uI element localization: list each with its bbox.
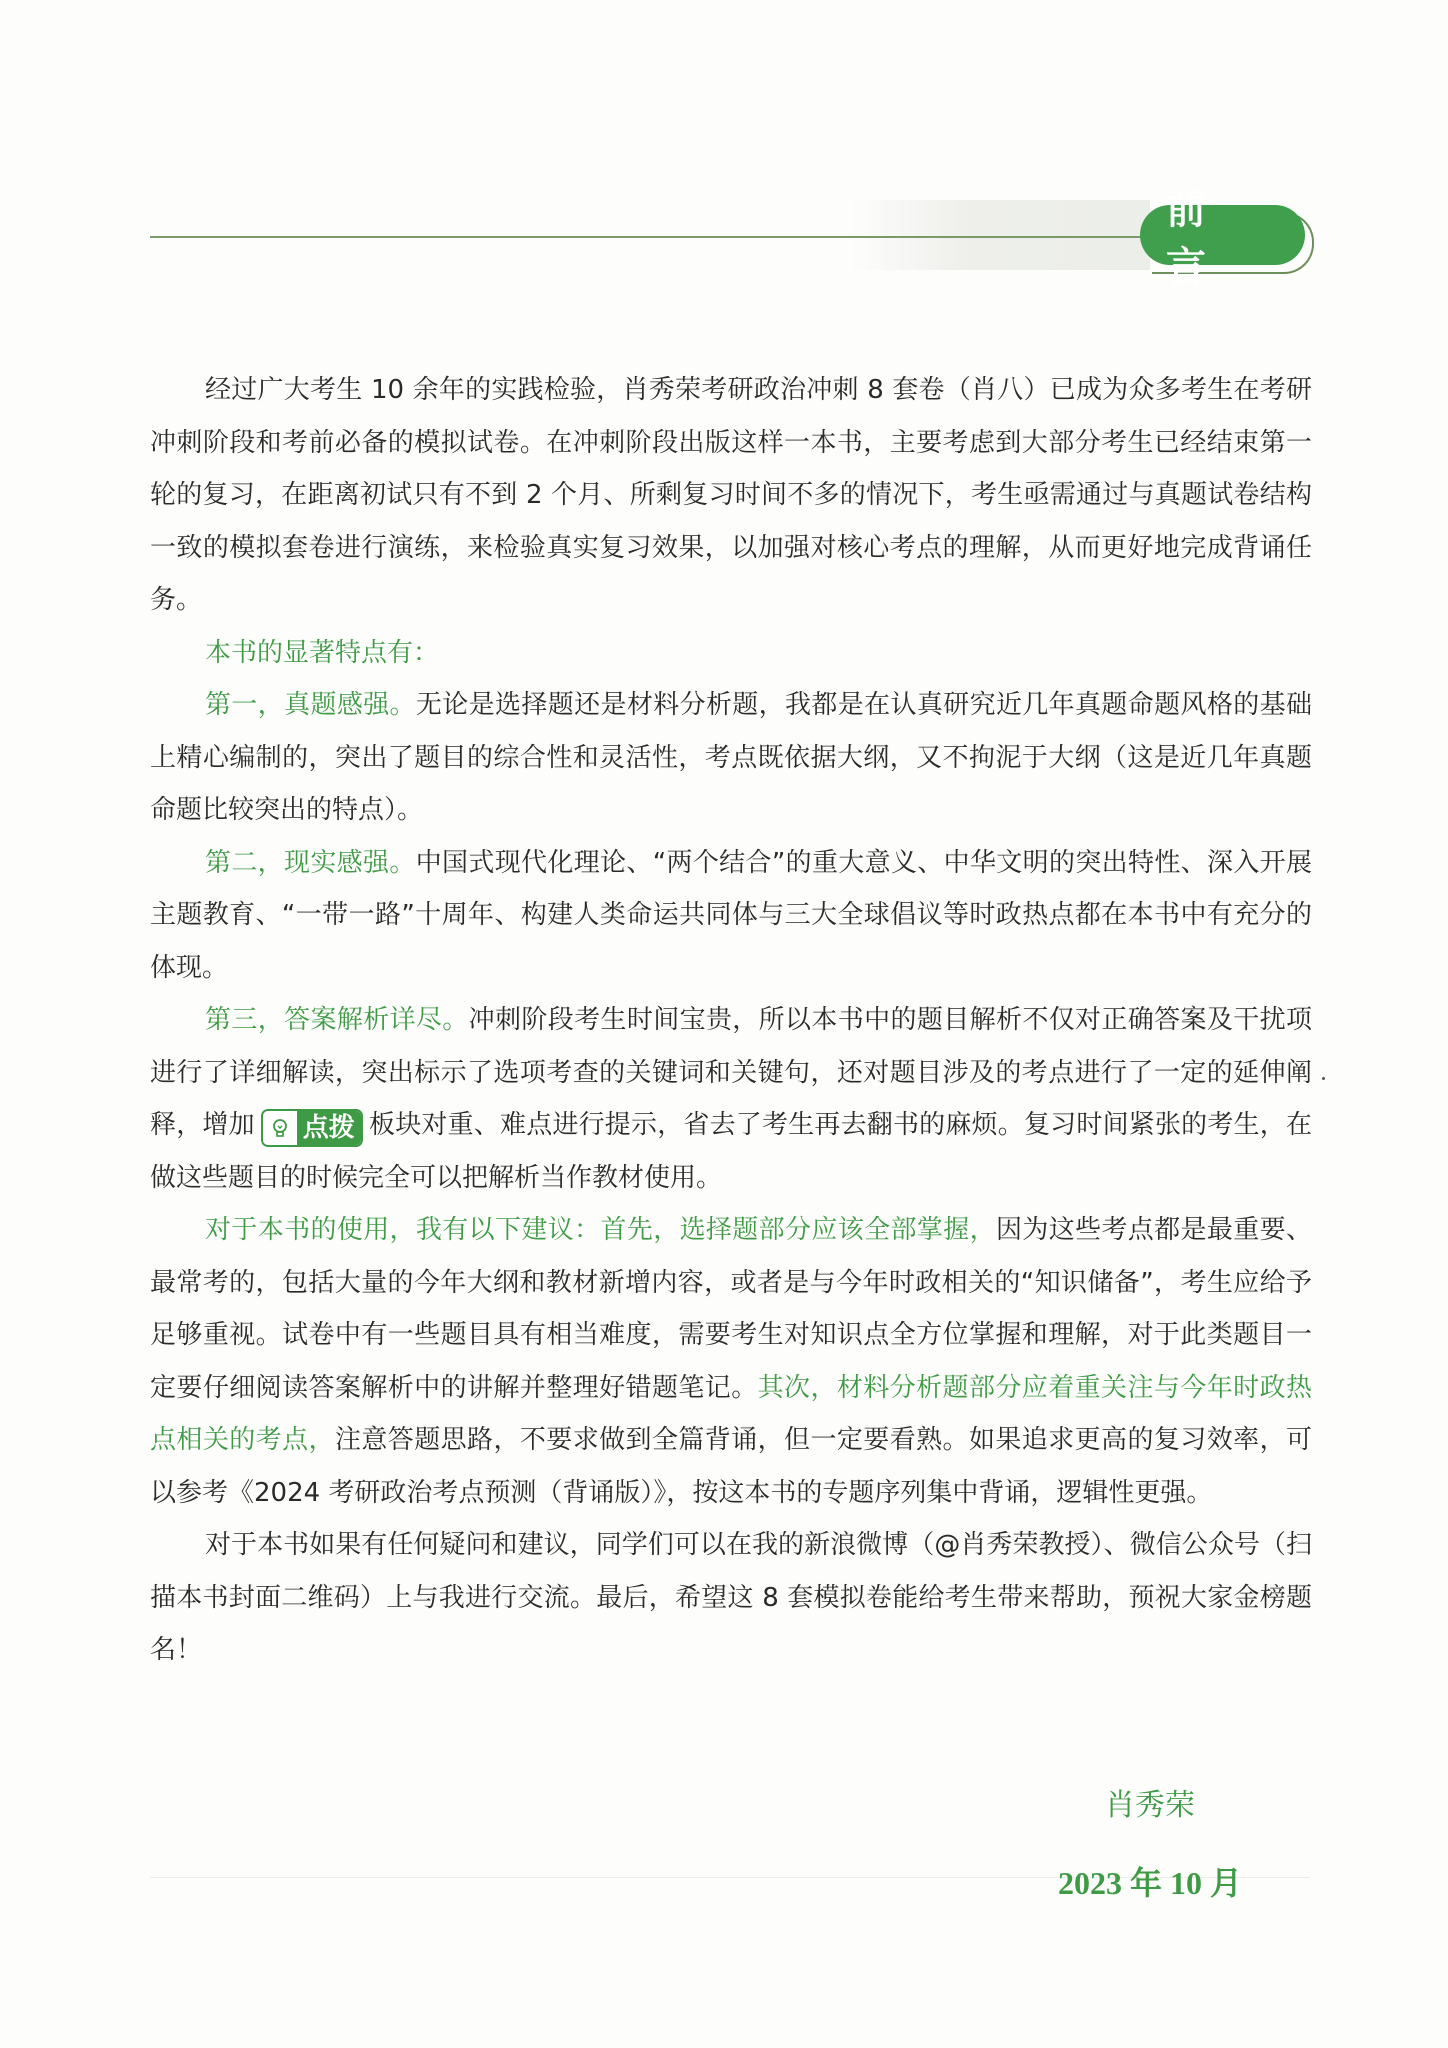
page-title: 前 言 — [1166, 187, 1232, 290]
feature-1-heading: 第一，真题感强。 — [205, 690, 416, 720]
header-decoration — [850, 200, 1150, 270]
paragraph-usage — [150, 1204, 1312, 1519]
page-title-badge — [1140, 187, 1305, 290]
features-heading: 本书的显著特点有： — [205, 637, 440, 668]
paragraph-closing: 对于本书如果有任何疑问和建议，同学们可以在我的新浪微博（@肖秀荣教授）、微信公众号（扫描本书封面二维码）上与我进行交流。最后，希望这 8 套模拟卷能给考生带来帮助，预祝大家金榜题名！ — [150, 1530, 1312, 1665]
usage-body-b: 注意答题思路，不要求做到全篇背诵，但一定要看熟。如果追求更高的复习效率，可以参考《2024 考研政治考点预测（背诵版）》，按这本书的专题序列集中背诵，逻辑性更强。 — [150, 1425, 1312, 1508]
signature-date: 2023 年 10 月 — [1057, 1865, 1242, 1901]
hint-badge — [261, 1109, 363, 1147]
paragraph-feature-3 — [150, 994, 1312, 1204]
header-divider — [150, 236, 1150, 238]
feature-1-body: 无论是选择题还是材料分析题，我都是在认真研究近几年真题命题风格的基础上精心编制的，突出了题目的综合性和灵活性，考点既依据大纲，又不拘泥于大纲（这是近几年真题命题比较突出的特点）。 — [150, 690, 1312, 825]
usage-body-a: 因为这些考点都是最重要、最常考的，包括大量的今年大纲和教材新增内容，或者是与今年时政相关的“知识储备”，考生应给予足够重视。试卷中有一些题目具有相当难度，需要考生对知识点全方位掌握和理解，对于此类题目一定要仔细阅读答案解析中的讲解并整理好错题笔记。 — [150, 1215, 1312, 1403]
feature-2-body: 中国式现代化理论、“两个结合”的重大意义、中华文明的突出特性、深入开展主题教育、“一带一路”十周年、构建人类命运共同体与三大全球倡议等时政热点都在本书中有充分的体现。 — [150, 847, 1312, 983]
feature-3-heading: 第三，答案解析详尽。 — [205, 1005, 469, 1035]
feature-3-body-a: 冲刺阶段考生时间宝贵，所以本书中的题目解析不仅对正确答案及干扰项进行了详细解读，突出标示了选项考查的关键词和关键句，还对题目涉及的考点进行了一定的延伸阐释，增加 — [150, 1005, 1312, 1140]
lightbulb-icon — [263, 1111, 297, 1145]
paragraph-intro: 经过广大考生 10 余年的实践检验，肖秀荣考研政治冲刺 8 套卷（肖八）已成为众多考生在考研冲刺阶段和考前必备的模拟试卷。在冲刺阶段出版这样一本书，主要考虑到大部分考生已经结束第一轮的复习，在距离初试只有不到 2 个月、所剩复习时间不多的情况下，考生亟需通过与真题试卷结构一致的模拟套卷进行演练，来检验真实复习效果，以加强对核心考点的理解，从而更好地完成背诵任务。 — [150, 375, 1312, 615]
scan-speck — [1322, 1077, 1325, 1080]
paragraph-feature-1 — [150, 679, 1312, 837]
usage-green-b: 其次，材料分析题部分应着重关注与今年时政热点相关的考点， — [150, 1372, 1312, 1455]
author-signature: 肖秀荣 — [1105, 1788, 1195, 1823]
feature-2-heading: 第二，现实感强。 — [205, 847, 416, 878]
usage-green-a: 对于本书的使用，我有以下建议：首先，选择题部分应该全部掌握， — [205, 1215, 996, 1245]
preface-body — [150, 364, 1312, 1677]
hint-badge-label: 点拨 — [297, 1111, 361, 1145]
feature-3-body-b: 板块对重、难点进行提示，省去了考生再去翻书的麻烦。复习时间紧张的考生，在做这些题目的时候完全可以把解析当作教材使用。 — [150, 1110, 1312, 1193]
paragraph-feature-2 — [150, 837, 1312, 995]
